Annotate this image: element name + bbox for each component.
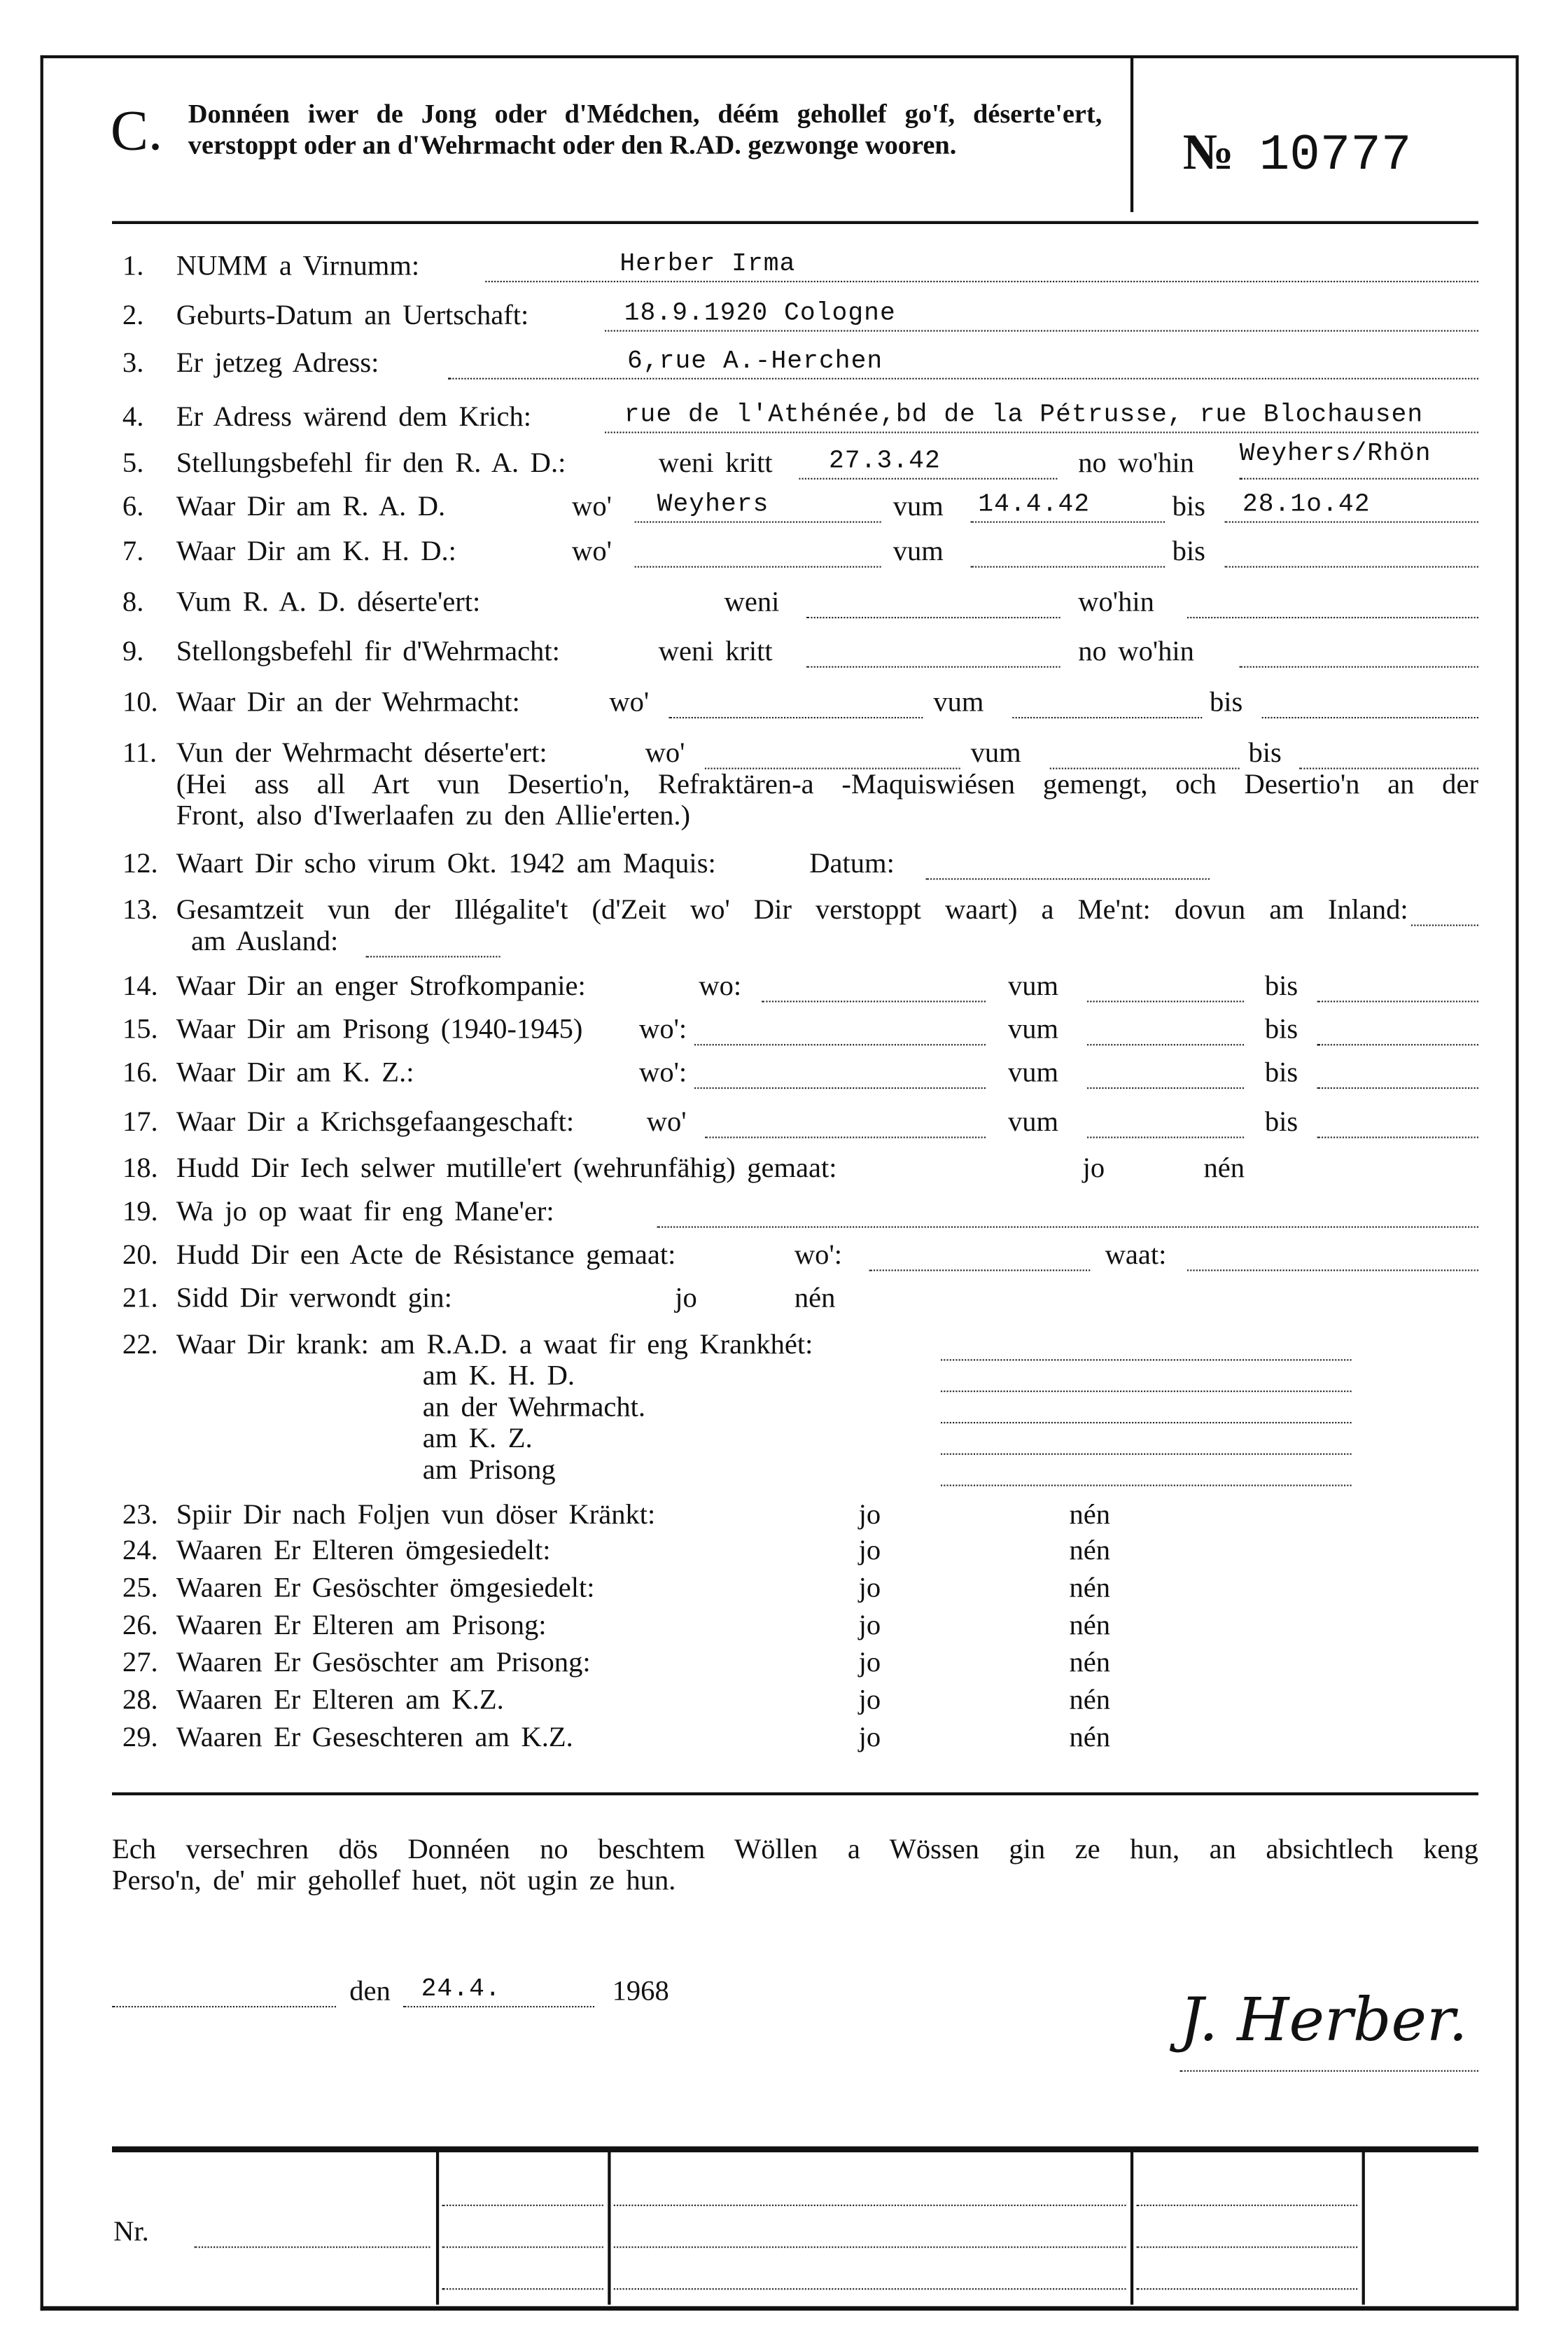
row-7 — [0, 536, 1568, 572]
date-line — [403, 2006, 594, 2007]
row-26 — [0, 1610, 1568, 1646]
no-option: nén — [1203, 1152, 1245, 1185]
row-label: Waaren Er Gesöschter ömgesiedelt: — [176, 1573, 595, 1605]
bis-value: 28.1o.42 — [1242, 491, 1371, 520]
row-17 — [0, 1107, 1568, 1143]
row-number: 24. — [122, 1535, 158, 1567]
declaration-line-2 — [0, 1865, 1568, 1901]
row-label: Wa jo op waat fir eng Mane'er: — [176, 1196, 554, 1228]
field-line — [635, 566, 881, 568]
row-label: Waaren Er Elteren am K.Z. — [176, 1685, 504, 1717]
field-line — [1317, 1044, 1478, 1045]
row-3 — [0, 348, 1568, 384]
field-line — [614, 2205, 1126, 2206]
row-label: Er Adress wärend dem Krich: — [176, 401, 532, 433]
datum-label: Datum: — [809, 848, 895, 880]
sub-label: am Prisong — [422, 1454, 556, 1486]
row-number: 13. — [122, 894, 158, 926]
row-28 — [0, 1685, 1568, 1720]
row-13 — [0, 895, 1568, 930]
field-line — [1240, 666, 1478, 667]
row-number: 14. — [122, 970, 158, 1003]
yes-option: jo — [858, 1685, 881, 1717]
field-line — [1087, 1044, 1244, 1045]
yes-option: jo — [858, 1573, 881, 1605]
header-divider — [1130, 57, 1133, 212]
row-label: Waaren Er Elteren ömgesiedelt: — [176, 1535, 551, 1567]
yes-option: jo — [858, 1722, 881, 1754]
field-line — [485, 281, 1478, 282]
row-number: 8. — [122, 587, 144, 619]
row-23 — [0, 1500, 1568, 1535]
form-title: Donnéen iwer de Jong oder d'Médchen, déém gehollef go'f, déserte'ert, verstoppt oder an d'Wehrmacht oder den R.AD. gezwonge wooren. — [188, 98, 1102, 160]
wo-label: wo' — [609, 687, 650, 719]
row-number: 19. — [122, 1196, 158, 1228]
row-number: 6. — [122, 491, 144, 523]
field-line — [926, 878, 1210, 879]
where-label: no wo'hin — [1078, 636, 1194, 668]
wo-label: wo' — [572, 536, 612, 568]
row-label: Waar Dir an enger Strofkompanie: — [176, 970, 586, 1003]
number-sign: № — [1182, 125, 1234, 181]
field-line — [1187, 1269, 1478, 1271]
row-6 — [0, 492, 1568, 527]
bis-label: bis — [1264, 970, 1298, 1003]
yes-option: jo — [1082, 1152, 1105, 1185]
wo-label: wo': — [639, 1014, 687, 1046]
row-8 — [0, 587, 1568, 622]
no-option: nén — [1069, 1573, 1110, 1605]
field-line — [442, 2205, 603, 2206]
row-label: Er jetzeg Adress: — [176, 348, 379, 379]
field-line — [605, 432, 1478, 433]
row-label: Waar Dir am K. Z.: — [176, 1057, 414, 1089]
field-line — [1136, 2288, 1357, 2289]
row-20 — [0, 1240, 1568, 1276]
row-label: Gesamtzeit vun der Illégalite't (d'Zeit wo' Dir verstoppt waart) a Me'nt: dovun am Inland: — [176, 894, 1408, 926]
row-number: 22. — [122, 1329, 158, 1361]
row-14 — [0, 971, 1568, 1007]
bis-label: bis — [1264, 1057, 1298, 1089]
row-number: 23. — [122, 1499, 158, 1531]
row-number: 5. — [122, 447, 144, 480]
row-label: am Ausland: — [191, 926, 339, 958]
row-13-abroad — [0, 926, 1568, 962]
row-11-note-2 — [0, 800, 1568, 836]
field-line — [941, 1485, 1352, 1486]
row-10 — [0, 687, 1568, 723]
sub-label: am K. H. D. — [422, 1360, 575, 1393]
field-line — [694, 1087, 986, 1089]
field-line — [1224, 566, 1478, 568]
row-number: 3. — [122, 348, 144, 379]
row-number: 4. — [122, 401, 144, 433]
row-number: 12. — [122, 848, 158, 880]
row-number: 29. — [122, 1722, 158, 1754]
row-number: 10. — [122, 687, 158, 719]
row-27 — [0, 1647, 1568, 1683]
row-1 — [0, 251, 1568, 286]
no-option: nén — [1069, 1499, 1110, 1531]
field-line — [1012, 717, 1202, 718]
field-line — [705, 1136, 986, 1138]
row-19 — [0, 1197, 1568, 1232]
row-29 — [0, 1722, 1568, 1758]
wo-label: wo': — [794, 1239, 843, 1271]
row-12 — [0, 849, 1568, 884]
row-label: Waar Dir a Krichsgefaangeschaft: — [176, 1106, 575, 1138]
row-11 — [0, 738, 1568, 774]
no-option: nén — [1069, 1610, 1110, 1642]
yes-option: jo — [858, 1535, 881, 1567]
note-line: Front, also d'Iwerlaafen zu den Allie'erten.) — [176, 800, 691, 832]
row-21 — [0, 1283, 1568, 1319]
row-label: Waaren Er Elteren am Prisong: — [176, 1610, 547, 1642]
box-top-line — [112, 2147, 1478, 2153]
row-label: Stellongsbefehl fir d'Wehrmacht: — [176, 636, 560, 668]
date-value: 24.4. — [421, 1976, 501, 2005]
bis-label: bis — [1248, 737, 1282, 769]
field-line — [869, 1269, 1091, 1271]
row-number: 15. — [122, 1014, 158, 1046]
field-line — [1087, 1136, 1244, 1138]
field-line — [799, 478, 1057, 480]
row-4 — [0, 402, 1568, 438]
row-number: 25. — [122, 1573, 158, 1605]
field-line — [1224, 522, 1478, 523]
where-label: no wo'hin — [1078, 447, 1194, 480]
no-option: nén — [1069, 1722, 1110, 1754]
field-line — [1087, 1001, 1244, 1002]
row-number: 2. — [122, 300, 144, 332]
vum-label: vum — [970, 737, 1021, 769]
row-number: 26. — [122, 1610, 158, 1642]
row-label: Waar Dir am K. H. D.: — [176, 536, 456, 568]
row-22-khd — [0, 1360, 1568, 1396]
field-line — [1136, 2205, 1357, 2206]
signature-line — [1180, 2070, 1478, 2072]
declaration-line-1 — [0, 1834, 1568, 1870]
nr-label: Nr. — [113, 2216, 149, 2248]
bis-label: bis — [1264, 1014, 1298, 1046]
yes-option: jo — [675, 1283, 697, 1315]
row-number: 16. — [122, 1057, 158, 1089]
vum-label: vum — [892, 491, 944, 523]
row-number: 18. — [122, 1152, 158, 1185]
birth-value: 18.9.1920 Cologne — [624, 300, 896, 329]
row-label: Vum R. A. D. déserte'ert: — [176, 587, 481, 619]
row-9 — [0, 636, 1568, 672]
field-line — [635, 522, 881, 523]
note-line: (Hei ass all Art vun Desertio'n, Refraktären-a -Maquiswiésen gemengt, och Desertio'n an der — [176, 769, 1478, 801]
field-line — [1317, 1001, 1478, 1002]
box-row-2 — [0, 2217, 1568, 2252]
vum-label: vum — [1007, 1014, 1059, 1046]
row-label: Geburts-Datum an Uertschaft: — [176, 300, 529, 332]
row-label: Waar Dir krank: am R.A.D. a waat fir eng Krankhét: — [176, 1329, 813, 1361]
frame-bottom — [41, 2306, 1519, 2310]
row-label: Waar Dir am R. A. D. — [176, 491, 446, 523]
field-line — [971, 522, 1165, 523]
field-line — [762, 1001, 986, 1002]
row-label: Waaren Er Geseschteren am K.Z. — [176, 1722, 573, 1754]
row-11-note — [0, 769, 1568, 805]
row-label: Hudd Dir een Acte de Résistance gemaat: — [176, 1239, 676, 1271]
row-label: Hudd Dir Iech selwer mutille'ert (wehrunfähig) gemaat: — [176, 1152, 837, 1185]
row-22-prisong — [0, 1455, 1568, 1491]
what-label: waat: — [1105, 1239, 1167, 1271]
separator-line — [112, 1792, 1478, 1794]
field-line — [1187, 617, 1478, 618]
field-line — [1087, 1087, 1244, 1089]
bis-label: bis — [1172, 491, 1205, 523]
row-24 — [0, 1535, 1568, 1571]
box-row-3 — [0, 2259, 1568, 2294]
row-label: Sidd Dir verwondt gin: — [176, 1283, 452, 1315]
field-line — [442, 2246, 603, 2247]
field-line — [694, 1044, 986, 1045]
section-letter: C. — [110, 99, 163, 163]
war-address-value: rue de l'Athénée,bd de la Pétrusse, rue Blochausen — [624, 401, 1424, 431]
when-label: weni — [724, 587, 780, 619]
row-label: Vun der Wehrmacht déserte'ert: — [176, 737, 547, 769]
no-option: nén — [1069, 1535, 1110, 1567]
no-option: nén — [1069, 1647, 1110, 1679]
row-number: 28. — [122, 1685, 158, 1717]
vum-label: vum — [892, 536, 944, 568]
field-line — [971, 566, 1165, 568]
box-row-1 — [0, 2175, 1568, 2210]
no-option: nén — [1069, 1685, 1110, 1717]
vum-label: vum — [1007, 970, 1059, 1003]
form-number — [1183, 125, 1412, 185]
row-number: 27. — [122, 1647, 158, 1679]
place-line — [112, 2006, 336, 2007]
sub-label: am K. Z. — [422, 1423, 533, 1455]
row-number: 9. — [122, 636, 144, 668]
row-22-kz — [0, 1423, 1568, 1459]
field-line — [806, 617, 1060, 618]
field-line — [669, 717, 923, 718]
bis-label: bis — [1209, 687, 1243, 719]
row-number: 1. — [122, 251, 144, 283]
sub-label: an der Wehrmacht. — [422, 1392, 646, 1424]
wo-value: Weyhers — [657, 491, 769, 520]
field-line — [657, 1226, 1478, 1227]
name-value: Herber Irma — [620, 251, 796, 279]
field-line — [1240, 478, 1478, 480]
header-bottom-line — [112, 221, 1478, 224]
field-line — [442, 2288, 603, 2289]
row-5 — [0, 440, 1568, 484]
row-25 — [0, 1573, 1568, 1608]
vum-label: vum — [933, 687, 984, 719]
frame-top — [41, 55, 1519, 58]
field-line — [806, 666, 1060, 667]
wo-label: wo: — [699, 970, 742, 1003]
when-value: 27.3.42 — [828, 447, 941, 477]
wo-label: wo' — [645, 737, 685, 769]
field-line — [1262, 717, 1478, 718]
row-number: 20. — [122, 1239, 158, 1271]
yes-option: jo — [858, 1647, 881, 1679]
row-label: Waar Dir am Prisong (1940-1945) — [176, 1014, 583, 1046]
field-line — [194, 2246, 430, 2247]
declaration-text: Perso'n, de' mir gehollef huet, nöt ugin ze hun. — [111, 1865, 676, 1897]
wo-label: wo': — [639, 1057, 687, 1089]
vum-label: vum — [1007, 1106, 1059, 1138]
row-number: 7. — [122, 536, 144, 568]
row-2 — [0, 300, 1568, 336]
bis-label: bis — [1264, 1106, 1298, 1138]
field-line — [366, 956, 500, 957]
row-number: 11. — [122, 737, 158, 769]
year-label: 1968 — [612, 1976, 669, 2008]
row-label: Waar Dir an der Wehrmacht: — [176, 687, 520, 719]
where-value: Weyhers/Rhön — [1239, 440, 1432, 469]
where-label: wo'hin — [1078, 587, 1154, 619]
den-label: den — [349, 1976, 391, 2008]
row-22-wehrmacht — [0, 1392, 1568, 1428]
declaration-text: Ech versechren dös Donnéen no beschtem Wöllen a Wössen gin ze hun, an absichtlech keng — [111, 1834, 1478, 1866]
field-line — [614, 2246, 1126, 2247]
row-label: Waart Dir scho virum Okt. 1942 am Maquis: — [176, 848, 716, 880]
row-label: Spiir Dir nach Foljen vun döser Kränkt: — [176, 1499, 656, 1531]
field-line — [1317, 1087, 1478, 1089]
vum-value: 14.4.42 — [978, 491, 1091, 520]
field-line — [605, 330, 1478, 331]
row-22 — [0, 1330, 1568, 1365]
row-18 — [0, 1153, 1568, 1189]
row-number: 21. — [122, 1283, 158, 1315]
bis-label: bis — [1172, 536, 1205, 568]
vum-label: vum — [1007, 1057, 1059, 1089]
field-line — [1317, 1136, 1478, 1138]
wo-label: wo' — [572, 491, 612, 523]
row-16 — [0, 1057, 1568, 1093]
address-value: 6,rue A.-Herchen — [626, 348, 883, 377]
yes-option: jo — [858, 1610, 881, 1642]
yes-option: jo — [858, 1499, 881, 1531]
row-label: NUMM a Virnumm: — [176, 251, 420, 283]
number-value: 10777 — [1259, 128, 1412, 186]
row-15 — [0, 1015, 1568, 1050]
no-option: nén — [794, 1283, 836, 1315]
row-label: Stellungsbefehl fir den R. A. D.: — [176, 447, 566, 480]
field-line — [1136, 2246, 1357, 2247]
field-line — [448, 378, 1478, 379]
wo-label: wo' — [646, 1106, 687, 1138]
row-label: Waaren Er Gesöschter am Prisong: — [176, 1647, 591, 1679]
when-label: weni kritt — [658, 636, 773, 668]
field-line — [614, 2288, 1126, 2289]
when-label: weni kritt — [658, 447, 773, 480]
row-number: 17. — [122, 1106, 158, 1138]
signature: J. Herber. — [1180, 1986, 1468, 2056]
